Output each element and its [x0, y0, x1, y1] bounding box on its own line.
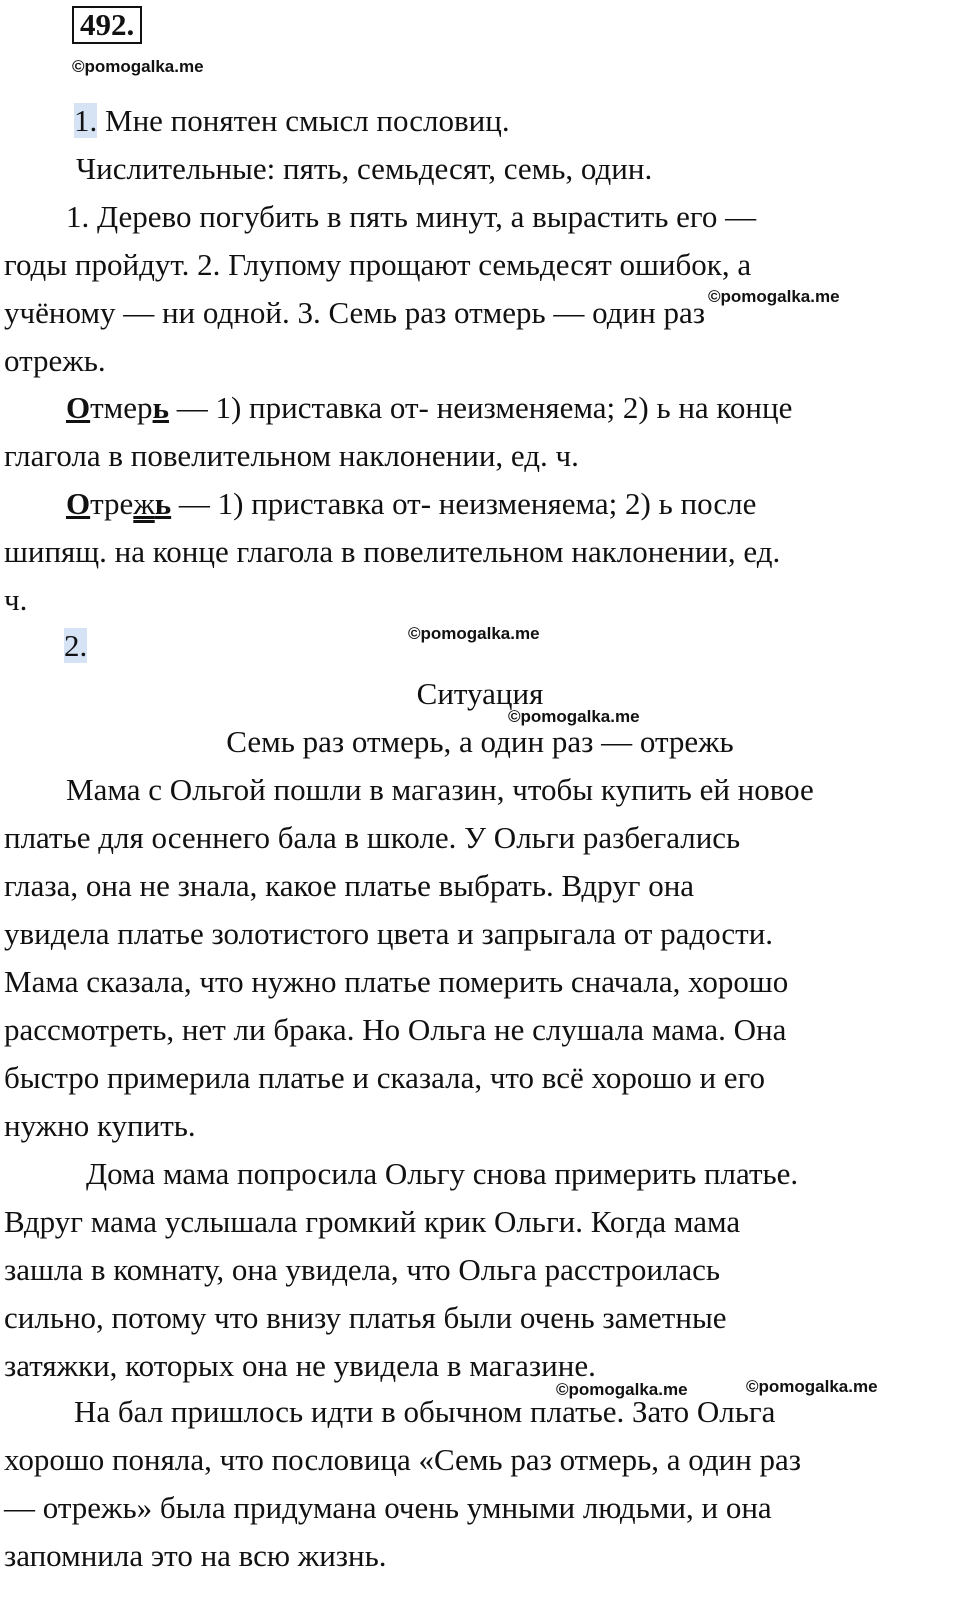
part1-intro: Мне понятен смысл пословиц.	[97, 103, 510, 138]
watermark: ©pomogalka.me	[72, 57, 204, 76]
story-line: затяжки, которых она не увидела в магазине.	[4, 1348, 596, 1383]
part1-numerals: Числительные: пять, семьдесят, семь, один.	[76, 151, 653, 186]
story-line: сильно, потому что внизу платья были очень заметные	[4, 1300, 727, 1335]
prefix-marker: О	[66, 486, 91, 521]
proverb-line: отрежь.	[4, 343, 106, 378]
watermark: ©pomogalka.me	[408, 624, 540, 643]
proverb-line: учёному — ни одной. 3. Семь раз отмерь — один раз	[4, 295, 705, 330]
part2-marker-line	[64, 626, 87, 666]
story-line: зашла в комнату, она увидела, что Ольга расстроилась	[4, 1252, 721, 1287]
proverb-line: 1. Дерево погубить в пять минут, а вырастить его —	[66, 199, 757, 234]
story-line: Мама с Ольгой пошли в магазин, чтобы купить ей новое	[66, 772, 814, 807]
word-analysis-line: ч.	[4, 582, 28, 617]
exercise-number: 492.	[72, 6, 142, 44]
story-subtitle: Семь раз отмерь, а один раз — отрежь	[226, 724, 734, 759]
story-line: рассмотреть, нет ли брака. Но Ольга не слушала мама. Она	[4, 1012, 787, 1047]
story-line: Мама сказала, что нужно платье померить сначала, хорошо	[4, 964, 789, 999]
prefix-marker: О	[66, 390, 91, 425]
story-line: нужно купить.	[4, 1108, 196, 1143]
word-analysis-otmer: Отмерь — 1) приставка от- неизменяема; 2) ь на конце	[66, 390, 793, 425]
watermark: ©pomogalka.me	[508, 707, 640, 726]
story-line: платье для осеннего бала в школе. У Ольги разбегались	[4, 820, 741, 855]
part1-intro-line	[74, 101, 510, 141]
word-analysis-otrezh: Отрежь — 1) приставка от- неизменяема; 2) ь после	[66, 486, 757, 521]
sibilant-marker: ж	[133, 486, 155, 521]
story-title: Ситуация	[416, 676, 544, 711]
story-line: Вдруг мама услышала громкий крик Ольги. Когда мама	[4, 1204, 741, 1239]
story-line: — отрежь» была придумана очень умными людьми, и она	[4, 1490, 772, 1525]
ending-marker: ь	[152, 390, 169, 425]
story-line: глаза, она не знала, какое платье выбрать. Вдруг она	[4, 868, 695, 903]
story-line: Дома мама попросила Ольгу снова примерить платье.	[86, 1156, 799, 1191]
watermark: ©pomogalka.me	[556, 1380, 688, 1399]
ending-marker: ь	[154, 486, 172, 521]
proverb-line: годы пройдут. 2. Глупому прощают семьдесят ошибок, а	[4, 247, 752, 282]
story-line: На бал пришлось идти в обычном платье. Зато Ольга	[74, 1394, 776, 1429]
watermark: ©pomogalka.me	[746, 1377, 878, 1396]
story-line: быстро примерила платье и сказала, что всё хорошо и его	[4, 1060, 766, 1095]
story-line: хорошо поняла, что пословица «Семь раз отмерь, а один раз	[4, 1442, 802, 1477]
watermark: ©pomogalka.me	[708, 287, 840, 306]
part1-marker: 1.	[74, 103, 98, 138]
story-line: запомнила это на всю жизнь.	[4, 1538, 387, 1573]
part2-marker: 2.	[64, 628, 88, 663]
word-analysis-line: шипящ. на конце глагола в повелительном наклонении, ед.	[4, 534, 781, 569]
story-line: увидела платье золотистого цвета и запрыгала от радости.	[4, 916, 774, 951]
word-analysis-line: глагола в повелительном наклонении, ед. ч.	[4, 438, 579, 473]
